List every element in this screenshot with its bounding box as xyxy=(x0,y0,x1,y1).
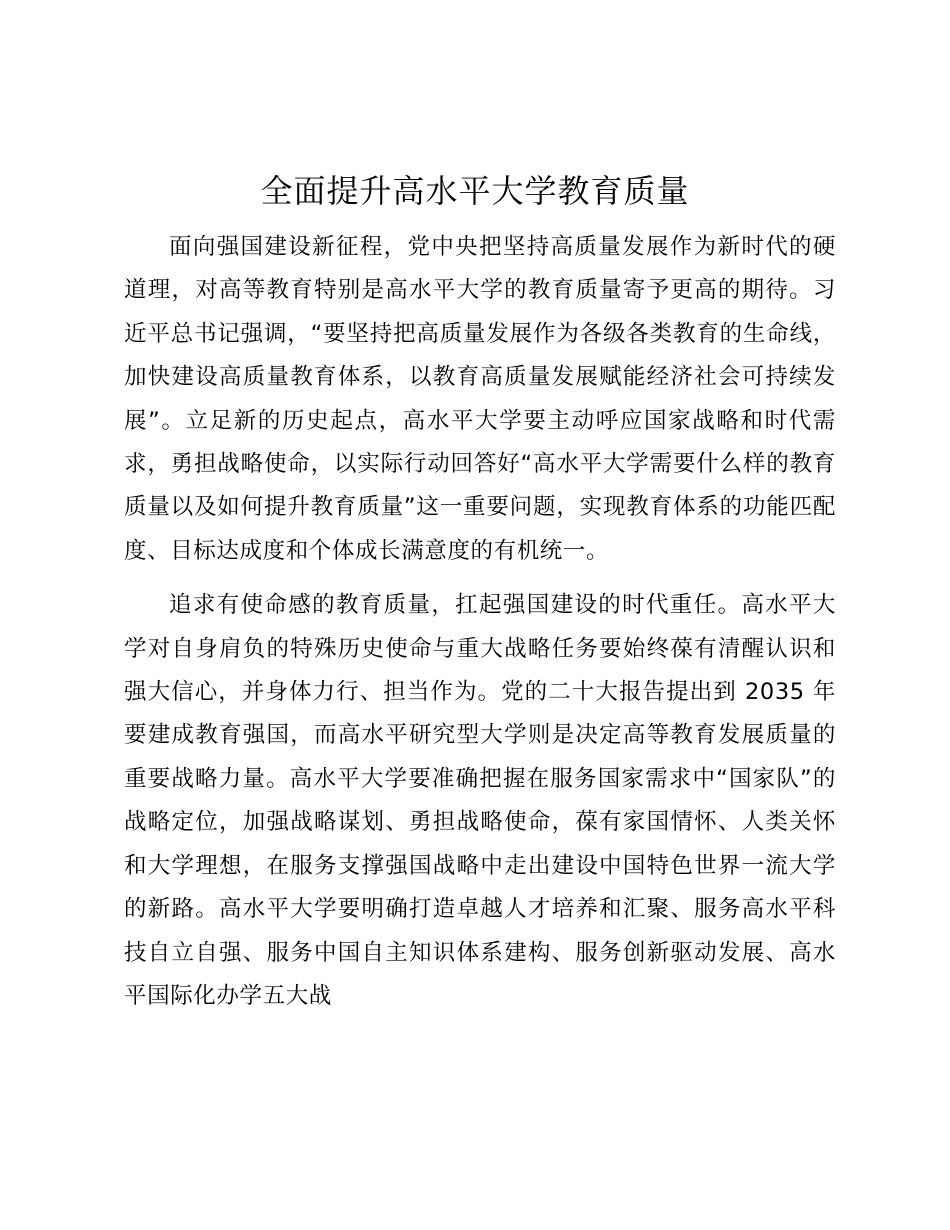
paragraph-1: 面向强国建设新征程，党中央把坚持高质量发展作为新时代的硬道理，对高等教育特别是高水平大学的教育质量寄予更高的期待。习近平总书记强调，“要坚持把高质量发展作为各级各类教育的生命线，加快建设高质量教育体系，以教育高质量发展赋能经济社会可持续发展”。立足新的历史起点，高水平大学要主动呼应国家战略和时代需求，勇担战略使命，以实际行动回答好“高水平大学需要什么样的教育质量以及如何提升教育质量”这一重要问题，实现教育体系的功能匹配度、目标达成度和个体成长满意度的有机统一。 xyxy=(124,234,836,564)
document-body xyxy=(124,226,836,1029)
paragraph-2: 追求有使命感的教育质量，扛起强国建设的时代重任。高水平大学对自身肩负的特殊历史使命与重大战略任务要始终葆有清醒认识和强大信心，并身体力行、担当作为。党的二十大报告提出到 2035 年要建成教育强国，而高水平研究型大学则是决定高等教育发展质量的重要战略力量。高水平大学要准确把握在服务国家需求中“国家队”的战略定位，加强战略谋划、勇担战略使命，葆有家国情怀、人类关怀和大学理想，在服务支撑强国战略中走出建设中国特色世界一流大学的新路。高水平大学要明确打造卓越人才培养和汇聚、服务高水平科技自立自强、服务中国自主知识体系建构、服务创新驱动发展、高水平国际化办学五大战 xyxy=(124,592,836,1009)
document-title: 全面提升高水平大学教育质量 xyxy=(260,172,690,210)
